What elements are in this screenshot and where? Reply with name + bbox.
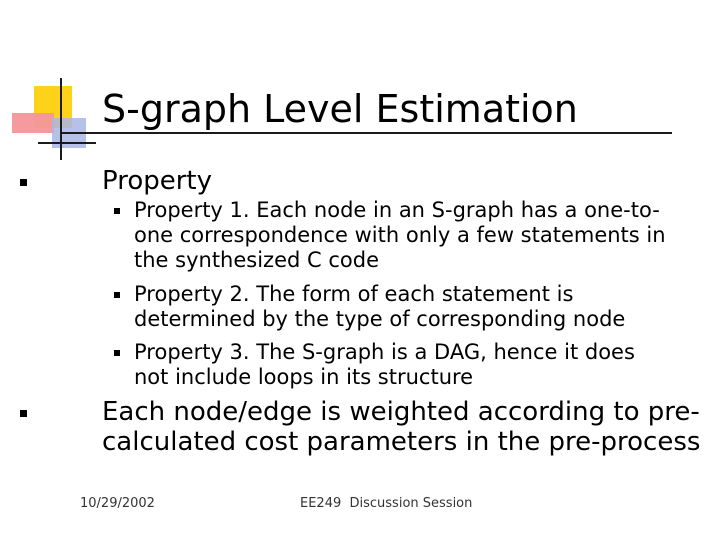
bullet-square-icon <box>20 179 27 186</box>
text-line: determined by the type of corresponding node <box>134 307 626 331</box>
slide-title: S-graph Level Estimation <box>102 87 578 131</box>
bullet-property: Property <box>102 166 213 196</box>
text-line: not include loops in its structure <box>134 365 474 389</box>
text-line: Property 2. The form of each statement is <box>134 282 574 306</box>
logo-horizontal-line <box>38 142 96 144</box>
footer-session: EE249 Discussion Session <box>300 496 473 511</box>
sub-bullet-square-icon <box>114 208 120 214</box>
bullet-square-icon <box>20 410 27 417</box>
text-line: Property 1. Each node in an S-graph has a one-to- <box>134 198 660 222</box>
sub-bullet-square-icon <box>114 292 120 298</box>
bullet-weighting <box>102 397 700 457</box>
sub-bullet-property-1 <box>134 198 666 273</box>
logo-red-block <box>12 113 54 133</box>
footer-date: 10/29/2002 <box>80 496 155 511</box>
title-underline <box>62 132 672 134</box>
text-line: the synthesized C code <box>134 248 379 272</box>
text-line: Property 3. The S-graph is a DAG, hence it does <box>134 340 635 364</box>
sub-bullet-property-2 <box>134 282 625 332</box>
text-line: calculated cost parameters in the pre-process <box>102 427 701 457</box>
text-line: one correspondence with only a few statements in <box>134 223 666 247</box>
text-line: Each node/edge is weighted according to pre- <box>102 397 700 427</box>
sub-bullet-property-3 <box>134 340 635 390</box>
sub-bullet-square-icon <box>114 350 120 356</box>
logo-vertical-line <box>60 78 62 160</box>
